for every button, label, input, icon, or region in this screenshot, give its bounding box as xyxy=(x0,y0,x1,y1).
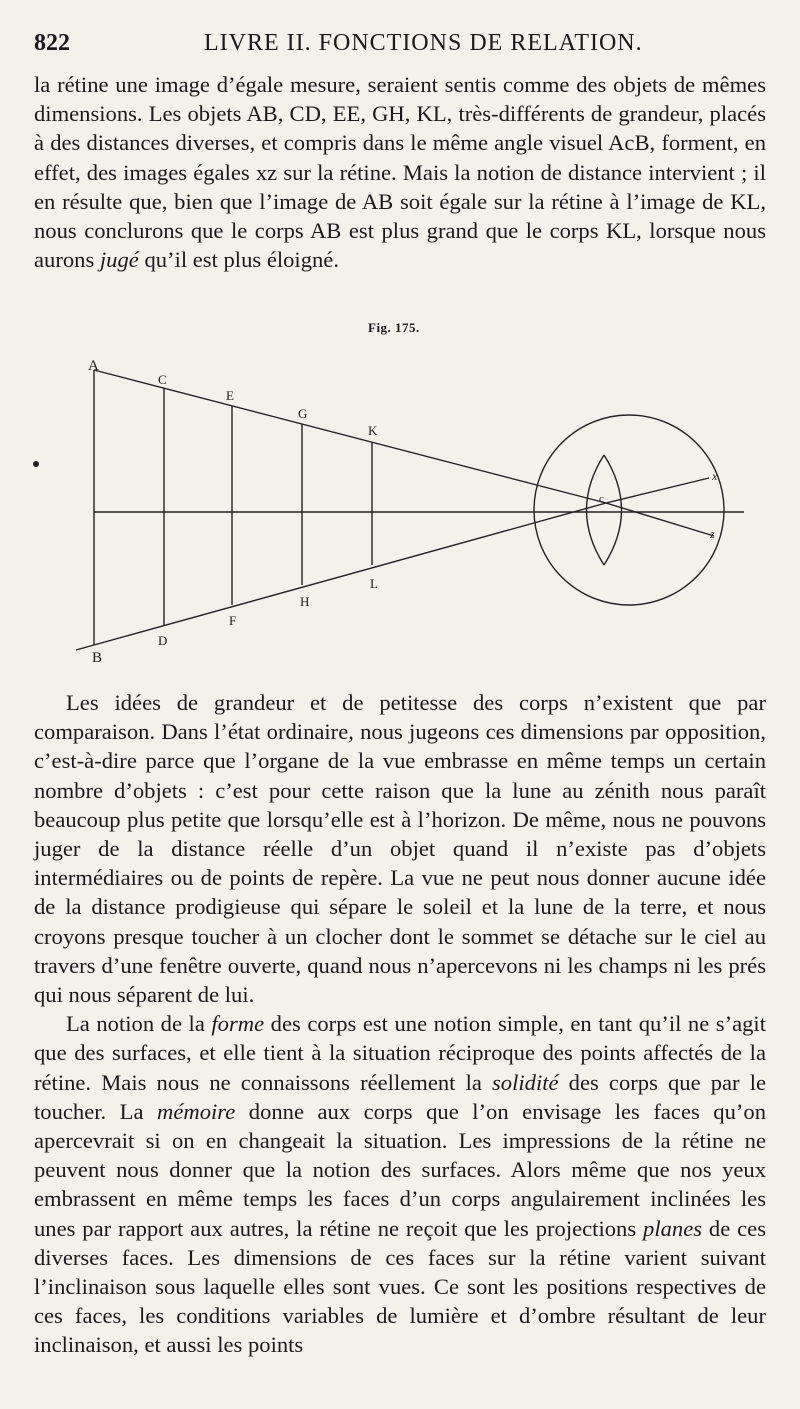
upper-visual-ray xyxy=(94,370,606,503)
label-K: K xyxy=(368,423,378,438)
ray-to-z xyxy=(606,503,714,536)
page-header xyxy=(34,30,764,62)
text-run: La notion de la xyxy=(66,1011,212,1037)
stray-mark xyxy=(33,461,39,467)
text-run: de ces diverses faces. Les dimensions de ces faces sur la rétine varient suivant l’inclinaison sous laquelle elles sont vues. Ce sont les positions respectives de ces faces, les conditions variables de lumière et d’ombre résultant de leur inclinaison, et aussi les points xyxy=(34,1215,766,1358)
italic-solidite: solidité xyxy=(492,1069,559,1095)
label-z: z xyxy=(710,527,715,541)
italic-forme: forme xyxy=(211,1011,265,1037)
label-H: H xyxy=(300,594,310,609)
label-c: c xyxy=(599,493,604,505)
label-C: C xyxy=(158,372,167,387)
italic-memoire: mémoire xyxy=(157,1098,236,1124)
paragraph-comparison: Les idées de grandeur et de petitesse des corps n’existent que par comparaison. Dans l’état ordinaire, nous jugeons ces dimensions par opposition, c’est-à-dire parce que l’organe de la vue embrasse en même temps un certain nombre d’objets : c’est pour cette raison que la lune au zénith nous paraît beaucoup plus petite que lorsqu’elle est à l’horizon. De même, nous ne pouvons juger de la distance réelle d’un objet quand il n’existe pas d’objets intermédiaires ou de points de repère. La vue ne peut nous donner aucune idée de la distance prodigieuse qui sépare le soleil et la lune de la terre, et nous croyons presque toucher à un clocher dont le sommet se détache sur le ciel au travers d’une fenêtre ouverte, quand nous n’apercevons ni les champs ni les prés qui nous séparent de lui. xyxy=(34,690,766,1008)
text-run: des corps est une notion simple, en tant qu’il ne s’agit que des surfaces, et elle tient à la situation réciproque des points affectés de la rétine. Mais nous ne connaissons réellement la xyxy=(34,1011,766,1095)
label-L: L xyxy=(370,576,378,591)
paragraph-form xyxy=(34,1009,766,1359)
ray-to-x xyxy=(606,478,709,503)
text-run: des corps que par le toucher. La xyxy=(34,1069,767,1124)
figure-175-diagram xyxy=(24,340,764,675)
label-B: B xyxy=(92,650,103,666)
running-head: LIVRE II. FONCTIONS DE RELATION. xyxy=(204,30,643,56)
label-x: x xyxy=(712,469,718,483)
intro-text: la rétine une image d’égale mesure, seraient sentis comme des objets de mêmes dimensions. Les objets AB, CD, EE, GH, KL, très-différents de grandeur, placés à des distances diverses, et compris dans le même angle visuel AcB, forment, en effet, des images égales xz sur la rétine. Mais la notion de distance intervient ; il en résulte que, bien que l’image de AB soit égale sur la rétine à l’image de KL, nous conclurons que le corps AB est plus grand que le corps KL, lorsque nous aurons xyxy=(34,72,766,273)
italic-planes: planes xyxy=(643,1215,703,1241)
body-text xyxy=(34,688,766,1360)
label-F: F xyxy=(229,613,237,628)
label-G: G xyxy=(298,406,308,421)
label-E: E xyxy=(226,388,234,403)
text-run: donne aux corps que l’on envisage les faces qu’on apercevrait si on en changeait la situation. Les impressions de la rétine ne peuvent nous donner que la notion des surfaces. Alors même que nos yeux embrassent en même temps les faces d’un corps angulairement inclinées les unes par rapport aux autres, la rétine ne reçoit que les projections xyxy=(34,1098,766,1241)
lower-visual-ray xyxy=(76,503,606,650)
label-A: A xyxy=(88,358,99,374)
intro-tail: qu’il est plus éloigné. xyxy=(138,247,339,273)
lens-front xyxy=(587,455,605,565)
intro-italic: jugé xyxy=(99,247,139,273)
page-number: 822 xyxy=(34,30,70,56)
figure-caption: Fig. 175. xyxy=(368,320,420,335)
intro-paragraph xyxy=(34,70,766,274)
label-D: D xyxy=(158,633,168,648)
lens-back xyxy=(604,455,622,565)
